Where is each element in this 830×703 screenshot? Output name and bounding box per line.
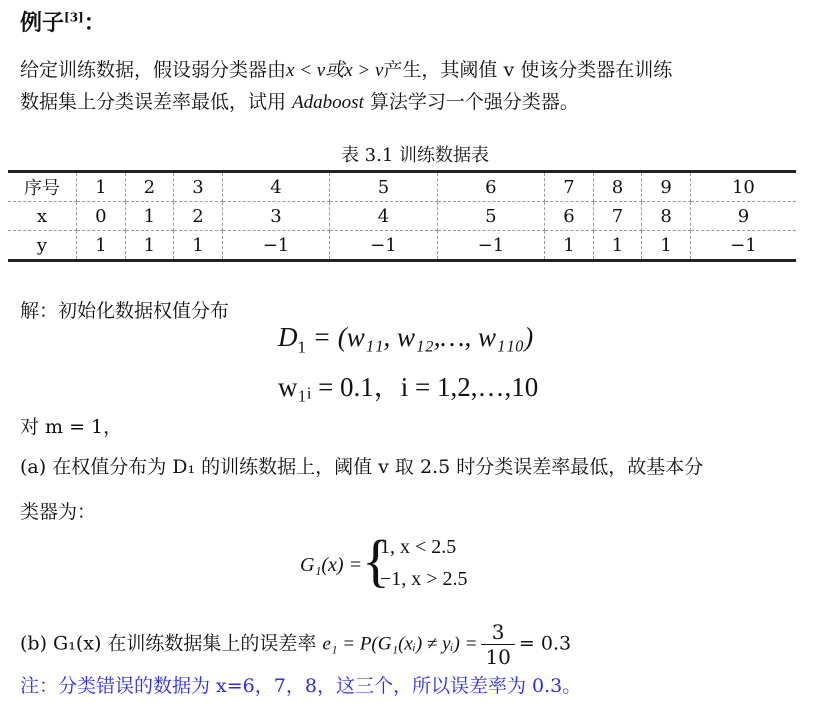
table-cell: 1 xyxy=(125,202,174,231)
example-heading: 例子[3]： xyxy=(20,10,106,36)
table-cell: 1 xyxy=(125,231,174,261)
table-cell: −1 xyxy=(437,231,544,261)
table-cell: 4 xyxy=(330,202,437,231)
row-label: x xyxy=(8,202,77,231)
table-cell: 7 xyxy=(593,202,642,231)
table-cell: 1 xyxy=(545,231,594,261)
table-cell: 6 xyxy=(437,172,544,202)
table-cell: 8 xyxy=(642,202,691,231)
training-data-table xyxy=(8,170,796,262)
table-caption: 表 3.1 训练数据表 xyxy=(340,145,490,166)
part-a-line-1: (a) 在权值分布为 D₁ 的训练数据上，阈值 v 取 2.5 时分类误差率最低，故基本分 xyxy=(20,456,704,478)
row-label: y xyxy=(8,231,77,261)
table-row xyxy=(8,202,796,231)
table-row xyxy=(8,231,796,261)
table-cell: 3 xyxy=(222,202,329,231)
table-cell: 5 xyxy=(437,202,544,231)
table-cell: 7 xyxy=(545,172,594,202)
table-cell: 0 xyxy=(77,202,126,231)
error-note: 注：分类错误的数据为 x=6，7，8，这三个，所以误差率为 0.3。 xyxy=(20,675,582,697)
table-cell: 1 xyxy=(593,231,642,261)
table-cell: 4 xyxy=(222,172,329,202)
table-cell: 1 xyxy=(77,172,126,202)
left-brace: { xyxy=(362,528,390,593)
table-cell: −1 xyxy=(730,234,757,256)
table-cell: 1 xyxy=(77,231,126,261)
table-cell: 1 xyxy=(174,231,223,261)
case-1: 1, x < 2.5 xyxy=(380,536,457,558)
case-2: −1, x > 2.5 xyxy=(380,568,468,590)
citation-ref: [3] xyxy=(64,10,84,25)
algorithm-name: Adaboost xyxy=(292,92,364,113)
g1-lhs: G₁(x) = xyxy=(300,554,363,576)
table-cell: 6 xyxy=(545,202,594,231)
table-cell: 8 xyxy=(593,172,642,202)
weak-classifier-expr: x < v或x > v xyxy=(286,60,384,81)
table-row xyxy=(8,172,796,202)
part-b: (b) G₁(x) 在训练数据集上的误差率 e₁ = P(G₁(xᵢ) ≠ yᵢ) = $\frac{3}{10}$ = 0.3 xyxy=(20,620,572,669)
row-label: 序号 xyxy=(8,172,77,202)
intro-line-1: 给定训练数据，假设弱分类器由x < v或x > v产生，其阈值 v 使该分类器在训练 xyxy=(20,59,673,81)
table-cell: 2 xyxy=(125,172,174,202)
table-cell: 1 xyxy=(642,231,691,261)
table-cell: 5 xyxy=(330,172,437,202)
table-cell: 10 xyxy=(690,172,796,202)
table-cell: 2 xyxy=(174,202,223,231)
table-cell: 9 xyxy=(642,172,691,202)
iteration-m: 对 m = 1， xyxy=(20,416,123,438)
equation-weights: w₁ᵢ = 0.1，i = 1,2,…,10 xyxy=(278,372,539,402)
error-fraction: $\frac{3}{10}$ xyxy=(481,620,514,669)
part-a-line-2: 类器为： xyxy=(20,501,97,523)
table-cell: −1 xyxy=(222,231,329,261)
solution-intro: 解：初始化数据权值分布 xyxy=(20,300,230,322)
intro-line-2: 数据集上分类误差率最低，试用 Adaboost 算法学习一个强分类器。 xyxy=(20,91,579,113)
table-cell: −1 xyxy=(330,231,437,261)
table-cell: 3 xyxy=(174,172,223,202)
equation-d1: $D_1 = (w_{11}$, w₁₂,…, w₁₁₀) xyxy=(278,322,534,357)
table-cell: 9 xyxy=(690,202,796,231)
